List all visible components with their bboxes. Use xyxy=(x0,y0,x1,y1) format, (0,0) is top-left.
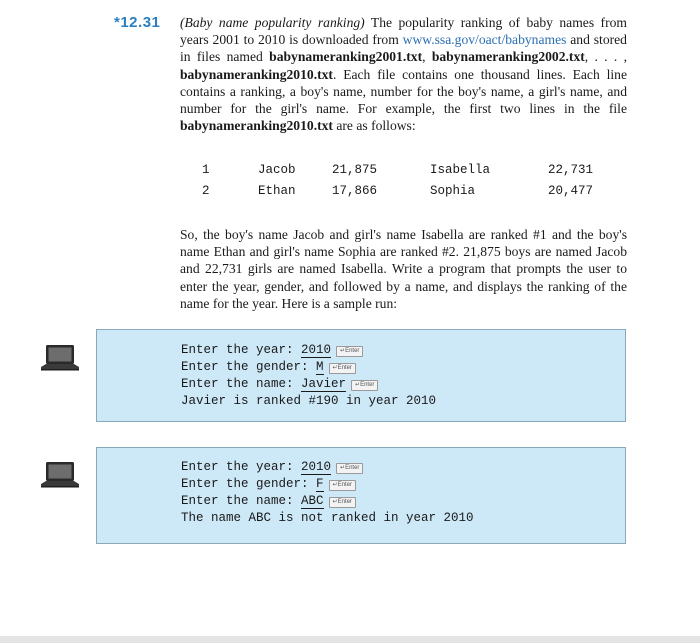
girl-name-cell: Isabella xyxy=(430,163,491,177)
laptop-icon xyxy=(40,460,80,490)
enter-key-icon: ↵Enter xyxy=(336,463,363,474)
gender-prompt-line xyxy=(181,476,474,493)
girl-count-cell: 22,731 xyxy=(548,163,594,177)
enter-key-icon: ↵Enter xyxy=(329,480,356,491)
name-input: Javier xyxy=(301,377,347,391)
ssa-url-link[interactable]: www.ssa.gov/oact/babynames xyxy=(402,32,567,48)
filename-2002: babynameranking2002.txt xyxy=(431,49,585,65)
gender-prompt-line xyxy=(181,359,436,376)
laptop-icon xyxy=(40,343,80,373)
bottom-bar xyxy=(0,636,700,643)
console-output xyxy=(181,459,474,527)
statement-text-d: . Each file contains one thousand lines. Each line contains a ranking, a boy's name, number for the boy's name, a girl's name, and number for the girl's name. For example, the first two lines in the file xyxy=(180,66,627,117)
girl-name-cell: Sophia xyxy=(430,184,476,198)
year-prompt-line xyxy=(181,459,474,476)
result-line: Javier is ranked #190 in year 2010 xyxy=(181,394,437,408)
name-input: ABC xyxy=(301,494,324,508)
problem-number: *12.31 xyxy=(114,14,161,31)
year-prompt-line xyxy=(181,342,436,359)
boy-count-cell: 21,875 xyxy=(332,163,378,177)
name-prompt: Enter the name: xyxy=(181,377,302,391)
year-prompt: Enter the year: xyxy=(181,343,302,357)
gender-input: M xyxy=(316,360,324,374)
console-output xyxy=(181,342,436,410)
boy-name-cell: Jacob xyxy=(258,163,296,177)
name-prompt-line xyxy=(181,376,436,393)
gender-input: F xyxy=(316,477,324,491)
result-line: The name ABC is not ranked in year 2010 xyxy=(181,511,474,525)
statement-text-a: The popularity ranking of baby names from years 2001 to 2010 is downloaded from xyxy=(180,15,627,48)
rank-cell: 2 xyxy=(202,184,210,198)
sample-run-1 xyxy=(96,329,626,422)
girl-count-cell: 20,477 xyxy=(548,184,594,198)
statement-text-c: , . . . , xyxy=(584,49,627,65)
year-prompt: Enter the year: xyxy=(181,460,302,474)
enter-key-icon: ↵Enter xyxy=(351,380,378,391)
gender-prompt: Enter the gender: xyxy=(181,477,317,491)
table-row xyxy=(190,160,610,181)
gender-prompt: Enter the gender: xyxy=(181,360,317,374)
enter-key-icon: ↵Enter xyxy=(329,363,356,374)
statement-text-e: are as follows: xyxy=(332,118,416,134)
filename-2010: babynameranking2010.txt xyxy=(180,66,333,82)
statement-text-b: and stored in files named xyxy=(180,32,627,65)
enter-key-icon: ↵Enter xyxy=(336,346,363,357)
boy-count-cell: 17,866 xyxy=(332,184,378,198)
problem-title: (Baby name popularity ranking) xyxy=(180,15,365,30)
filename-2001: babynameranking2001.txt xyxy=(269,49,423,65)
sample-file-lines xyxy=(190,160,610,202)
filename-2010-example: babynameranking2010.txt xyxy=(180,118,333,134)
name-prompt-line xyxy=(181,493,474,510)
year-input: 2010 xyxy=(301,460,332,474)
enter-key-icon: ↵Enter xyxy=(329,497,356,508)
table-row xyxy=(190,181,610,202)
statement-sep: , xyxy=(422,49,432,65)
boy-name-cell: Ethan xyxy=(258,184,296,198)
problem-paragraph-2: So, the boy's name Jacob and girl's name Isabella are ranked #1 and the boy's name Ethan and girl's name Sophia are ranked #2. 21,875 boys are named Jacob and 22,731 girls are named Isabella. Write a program that prompts the user to enter the year, gender, and followed by a name, and displays the ranking of the name for the year. Here is a sample run: xyxy=(180,227,627,311)
problem-statement xyxy=(180,14,627,134)
rank-cell: 1 xyxy=(202,163,210,177)
year-input: 2010 xyxy=(301,343,332,357)
name-prompt: Enter the name: xyxy=(181,494,302,508)
sample-run-2 xyxy=(96,447,626,544)
